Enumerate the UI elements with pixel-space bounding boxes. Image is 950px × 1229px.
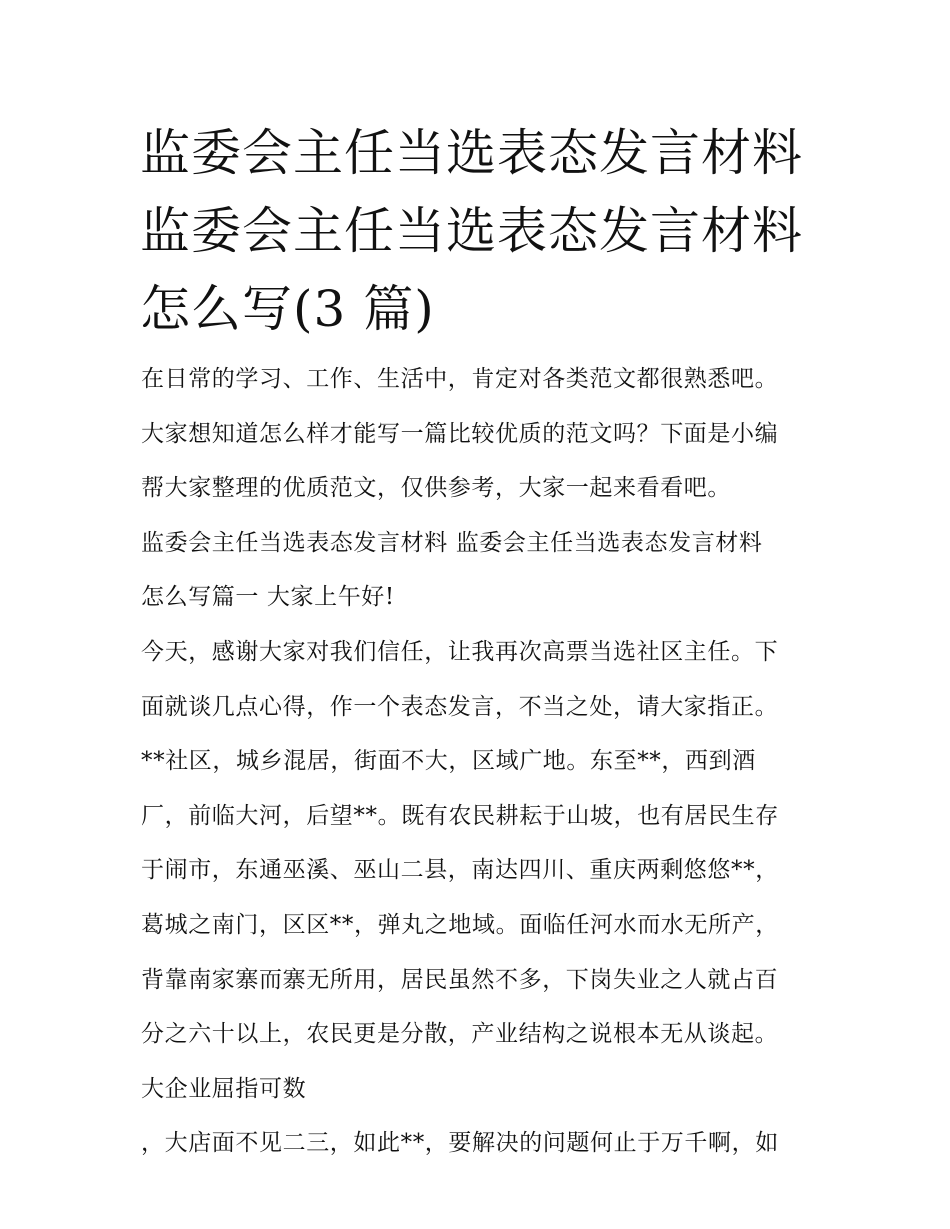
body-line: 帮大家整理的优质范文，仅供参考，大家一起来看看吧。 — [141, 475, 731, 502]
body-line: ，大店面不见二三，如此**，要解决的问题何止于万千啊，如 — [141, 1130, 779, 1157]
body-line: 怎么写篇一 大家上午好! — [141, 584, 395, 611]
title-line: 怎么写(3 篇) — [140, 280, 435, 338]
body-line: 在日常的学习、工作、生活中，肯定对各类范文都很熟悉吧。 — [141, 366, 779, 392]
body-line: 大企业屈指可数 — [141, 1075, 307, 1102]
body-line: 背靠南家寨而寨无所用，居民虽然不多，下岗失业之人就占百 — [141, 966, 779, 993]
title-line: 监委会主任当选表态发言材料 — [140, 124, 803, 182]
body-line: 面就谈几点心得，作一个表态发言，不当之处，请大家指正。 — [141, 693, 779, 720]
body-line: 分之六十以上，农民更是分散，产业结构之说根本无从谈起。 — [141, 1021, 779, 1048]
title-line: 监委会主任当选表态发言材料 — [140, 202, 803, 260]
body-line: 大家想知道怎么样才能写一篇比较优质的范文吗？下面是小编 — [141, 420, 779, 447]
body-line: **社区，城乡混居，街面不大，区域广地。东至**，西到酒 — [141, 748, 756, 775]
body-line: 今天，感谢大家对我们信任，让我再次高票当选社区主任。下 — [141, 638, 779, 665]
document-body — [141, 352, 821, 1171]
body-line: 葛城之南门，区区**，弹丸之地域。面临任河水而水无所产， — [141, 911, 779, 938]
body-line: 厂，前临大河，后望**。既有农民耕耘于山坡，也有居民生存 — [141, 802, 779, 829]
body-line: 于闹市，东通巫溪、巫山二县，南达四川、重庆两剩悠悠**， — [141, 857, 779, 884]
document-title — [140, 114, 820, 348]
body-line: 监委会主任当选表态发言材料 监委会主任当选表态发言材料 — [141, 529, 763, 556]
